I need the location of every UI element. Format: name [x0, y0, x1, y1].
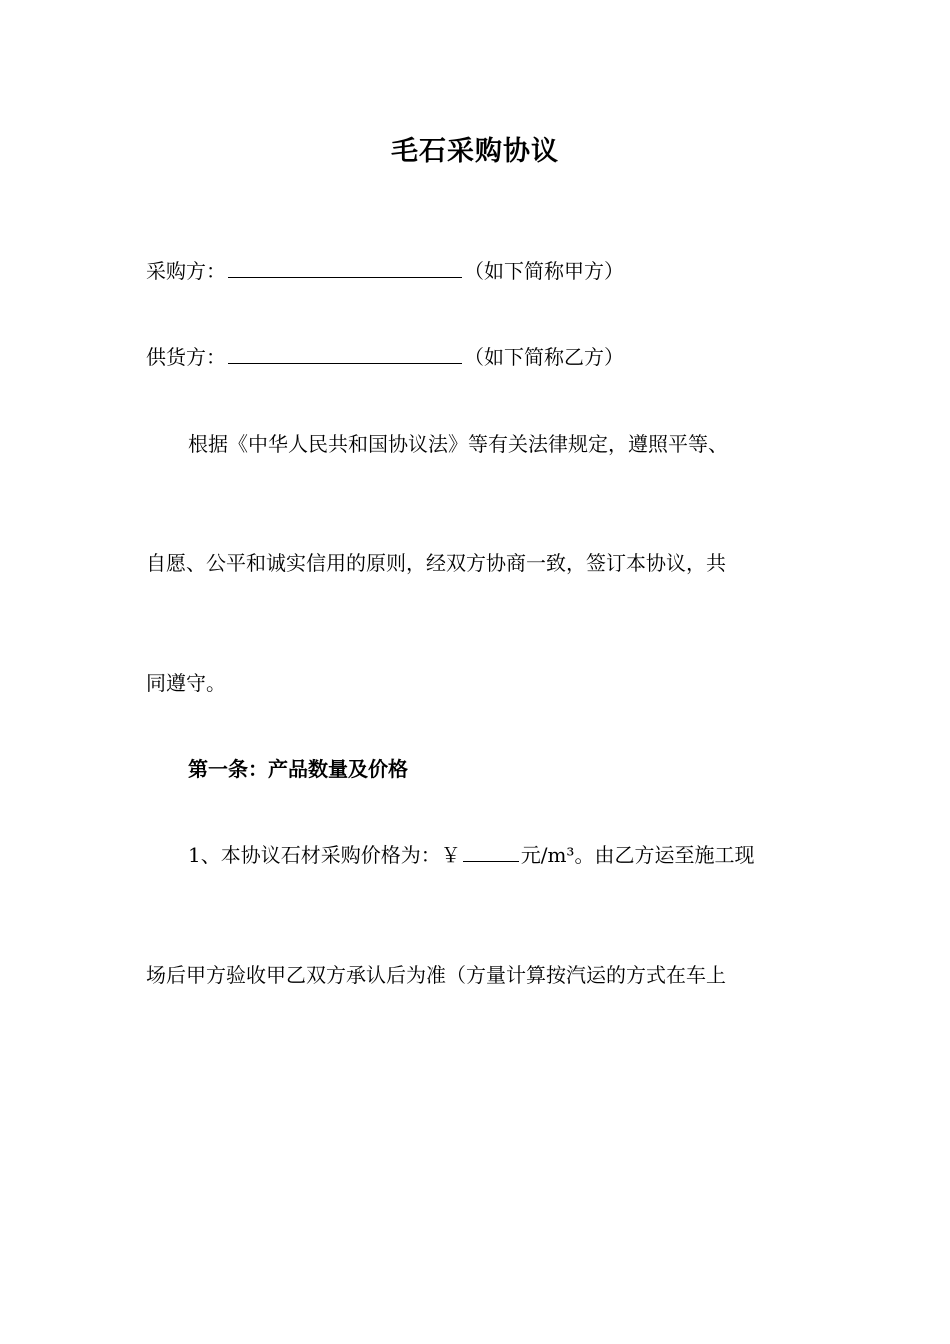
document-title: 毛石采购协议 [391, 136, 559, 167]
price-suffix: 元/m³。由乙方运至施工现 [520, 843, 755, 867]
preamble-line-1: 根据《中华人民共和国协议法》等有关法律规定，遵照平等、 [188, 432, 728, 456]
supplier-label: 供货方： [146, 345, 226, 369]
preamble-line-3: 同遵守。 [146, 671, 226, 695]
preamble-line-2: 自愿、公平和诚实信用的原则，经双方协商一致，签订本协议，共 [146, 551, 726, 575]
supplier-suffix: （如下简称乙方） [464, 345, 624, 369]
buyer-line [146, 257, 624, 285]
price-prefix: 1、本协议石材采购价格为：￥ [188, 843, 461, 867]
buyer-label: 采购方： [146, 259, 226, 283]
buyer-suffix: （如下简称甲方） [464, 259, 624, 283]
buyer-name-blank[interactable] [228, 257, 462, 278]
supplier-line [146, 343, 624, 371]
article-1-item-1-continued: 场后甲方验收甲乙双方承认后为准（方量计算按汽运的方式在车上 [146, 963, 726, 987]
price-blank[interactable] [463, 841, 519, 862]
supplier-name-blank[interactable] [228, 343, 462, 364]
article-1-item-1 [188, 841, 754, 869]
article-1-heading: 第一条：产品数量及价格 [188, 757, 408, 781]
